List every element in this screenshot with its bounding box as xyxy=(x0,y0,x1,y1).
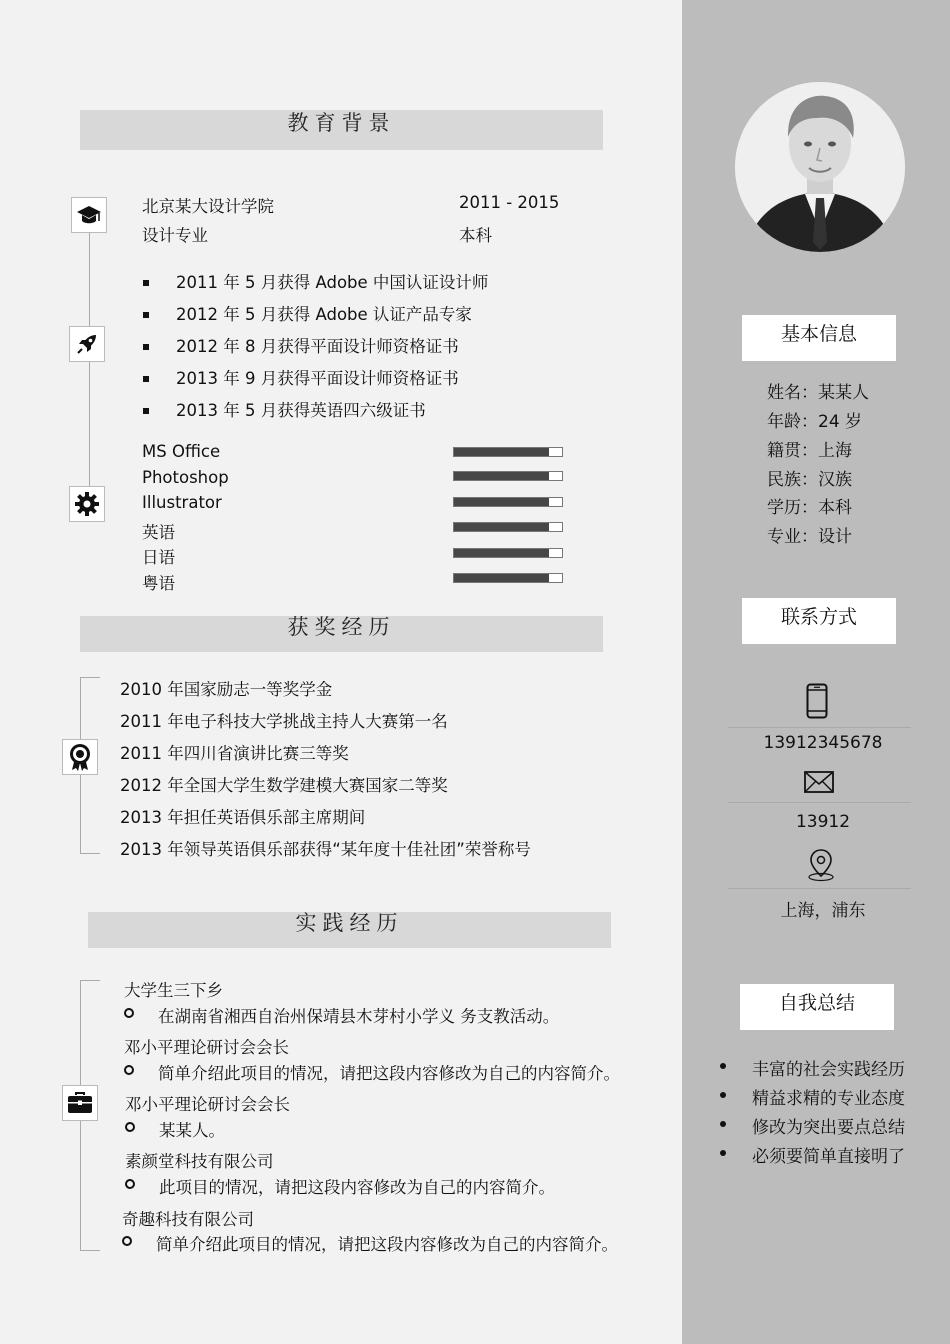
practice-desc: 简单介绍此项目的情况，请把这段内容修改为自己的内容简介。 xyxy=(158,1064,620,1083)
list-item: 必须要简单直接明了 xyxy=(752,1147,905,1167)
location-icon-wrap xyxy=(806,848,836,886)
location: 上海，浦东 xyxy=(780,901,866,921)
list-bullet xyxy=(143,280,149,286)
award-badge-icon xyxy=(67,743,93,771)
list-item: 2011 年 5 月获得 Adobe 中国认证设计师 xyxy=(176,273,489,292)
major: 设计专业 xyxy=(142,226,208,245)
email-address: 13912 xyxy=(795,812,851,832)
list-item: 2013 年 9 月获得平面设计师资格证书 xyxy=(176,369,459,388)
list-bullet xyxy=(143,408,149,414)
list-item: 修改为突出要点总结 xyxy=(752,1118,905,1138)
practice-icon-box xyxy=(62,1085,98,1121)
practice-title: 素颜堂科技有限公司 xyxy=(125,1152,274,1171)
practice-desc: 此项目的情况，请把这段内容修改为自己的内容简介。 xyxy=(159,1178,555,1197)
awards-icon-box xyxy=(62,739,98,775)
list-bullet xyxy=(143,376,149,382)
info-line: 姓名：某某人 xyxy=(767,383,869,403)
list-bullet xyxy=(124,1065,134,1075)
list-bullet xyxy=(143,344,149,350)
skill-name: 英语 xyxy=(142,523,175,542)
list-item: 2012 年 8 月获得平面设计师资格证书 xyxy=(176,337,459,356)
practice-desc: 在湖南省湘西自治州保靖县木芽村小学义 务支教活动。 xyxy=(158,1007,560,1026)
info-line: 民族：汉族 xyxy=(767,470,852,490)
list-item: 精益求精的专业态度 xyxy=(752,1089,905,1109)
rocket-icon xyxy=(75,332,99,356)
mobile-phone-icon xyxy=(806,683,828,719)
list-item: 2013 年领导英语俱乐部获得“某年度十佳社团”荣誉称号 xyxy=(120,840,531,859)
list-bullet xyxy=(720,1150,726,1156)
info-line: 学历：本科 xyxy=(767,498,852,518)
timeline-tick xyxy=(80,677,100,678)
education-section-title: 教育背景 xyxy=(80,110,603,150)
list-bullet xyxy=(125,1179,135,1189)
contact-divider xyxy=(728,888,911,889)
phone-icon-wrap xyxy=(806,683,828,723)
practice-title: 大学生三下乡 xyxy=(124,981,223,1000)
skill-level-bar xyxy=(453,548,563,558)
info-line: 年龄：24 岁 xyxy=(767,412,863,432)
degree: 本科 xyxy=(459,226,492,245)
school-years: 2011 - 2015 xyxy=(459,193,560,212)
info-line: 籍贯：上海 xyxy=(767,441,852,461)
list-bullet xyxy=(124,1008,134,1018)
list-item: 2012 年 5 月获得 Adobe 认证产品专家 xyxy=(176,305,472,324)
envelope-icon xyxy=(804,771,834,793)
practice-title: 奇趣科技有限公司 xyxy=(122,1210,254,1229)
contact-divider xyxy=(728,727,911,728)
list-item: 丰富的社会实践经历 xyxy=(752,1060,905,1080)
list-bullet xyxy=(720,1121,726,1127)
certificate-icon-box xyxy=(69,326,105,362)
skills-icon-box xyxy=(69,486,105,522)
contact-divider xyxy=(728,802,911,803)
list-bullet xyxy=(122,1236,132,1246)
timeline-tick xyxy=(80,1250,100,1251)
skill-name: Photoshop xyxy=(142,468,229,487)
school-name: 北京某大设计学院 xyxy=(142,197,274,216)
list-bullet xyxy=(720,1092,726,1098)
skill-name: MS Office xyxy=(142,442,221,461)
skill-level-bar xyxy=(453,447,563,457)
skill-level-bar xyxy=(453,522,563,532)
list-bullet xyxy=(720,1063,726,1069)
skill-level-bar xyxy=(453,471,563,481)
awards-section-title: 获奖经历 xyxy=(80,616,603,652)
practice-title: 邓小平理论研讨会会长 xyxy=(125,1095,290,1114)
profile-photo xyxy=(735,82,905,252)
practice-desc: 简单介绍此项目的情况，请把这段内容修改为自己的内容简介。 xyxy=(156,1235,618,1254)
graduation-cap-icon xyxy=(76,204,102,226)
education-icon-box xyxy=(71,197,107,233)
avatar xyxy=(735,82,905,252)
skill-name: Illustrator xyxy=(142,493,222,512)
skill-name: 日语 xyxy=(142,548,175,567)
map-pin-icon xyxy=(806,848,836,882)
list-item: 2012 年全国大学生数学建模大赛国家二等奖 xyxy=(120,776,448,795)
contact-title: 联系方式 xyxy=(742,598,896,644)
phone-number: 13912345678 xyxy=(763,733,883,753)
summary-title: 自我总结 xyxy=(740,984,894,1030)
email-icon-wrap xyxy=(804,771,834,797)
skill-level-bar xyxy=(453,573,563,583)
practice-section-title: 实践经历 xyxy=(88,912,611,948)
practice-desc: 某某人。 xyxy=(159,1121,225,1140)
timeline-tick xyxy=(80,980,100,981)
list-item: 2011 年电子科技大学挑战主持人大赛第一名 xyxy=(120,712,448,731)
list-item: 2010 年国家励志一等奖学金 xyxy=(120,680,333,699)
info-line: 专业：设计 xyxy=(767,527,852,547)
skill-level-bar xyxy=(453,497,563,507)
list-item: 2013 年担任英语俱乐部主席期间 xyxy=(120,808,366,827)
list-item: 2013 年 5 月获得英语四六级证书 xyxy=(176,401,426,420)
briefcase-icon xyxy=(67,1091,93,1115)
list-item: 2011 年四川省演讲比赛三等奖 xyxy=(120,744,349,763)
practice-title: 邓小平理论研讨会会长 xyxy=(124,1038,289,1057)
list-bullet xyxy=(125,1122,135,1132)
timeline-tick xyxy=(80,853,100,854)
gear-icon xyxy=(74,491,100,517)
basic-info-title: 基本信息 xyxy=(742,315,896,361)
list-bullet xyxy=(143,312,149,318)
skill-name: 粤语 xyxy=(142,574,175,593)
